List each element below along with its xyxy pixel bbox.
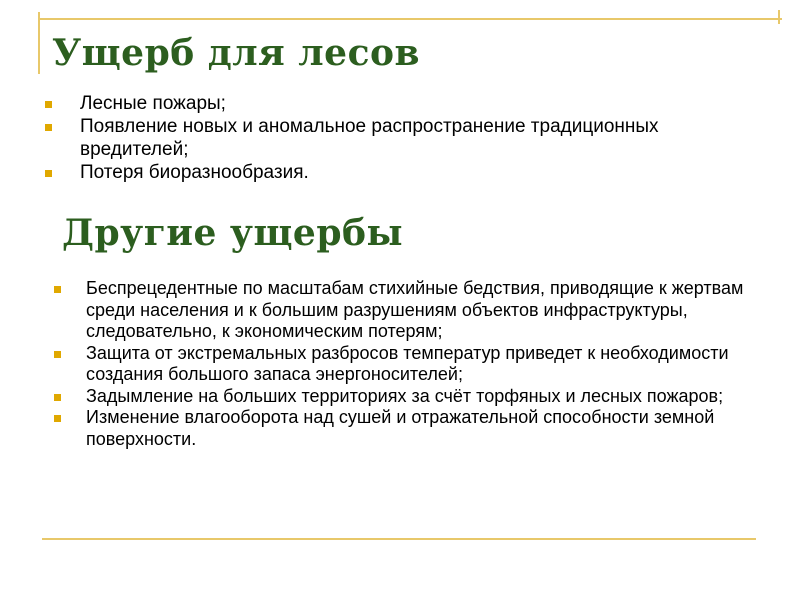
list-item xyxy=(86,343,762,386)
forest-damage-list xyxy=(80,92,760,184)
other-damage-title: Другие ущербы xyxy=(62,212,404,254)
frame-line-right xyxy=(778,10,780,24)
bullet-icon xyxy=(45,124,52,131)
list-item-text: Потеря биоразнообразия. xyxy=(80,162,309,183)
list-item xyxy=(86,407,762,450)
list-item-text: Изменение влагооборота над сушей и отражательной способности земной поверхности. xyxy=(86,407,715,449)
frame-line-top xyxy=(38,18,782,20)
forest-damage-title: Ущерб для лесов xyxy=(52,32,421,74)
bullet-icon xyxy=(45,170,52,177)
list-item-text: Защита от экстремальных разбросов температур приведет к необходимости создания большого запаса энергоносителей; xyxy=(86,342,729,384)
list-item xyxy=(80,161,760,184)
bullet-icon xyxy=(54,394,61,401)
bullet-icon xyxy=(54,415,61,422)
bullet-icon xyxy=(54,286,61,293)
other-damage-list xyxy=(86,278,762,450)
list-item xyxy=(86,386,762,408)
frame-line-left xyxy=(38,12,40,74)
list-item-text: Задымление на больших территориях за счёт торфяных и лесных пожаров; xyxy=(86,385,724,406)
list-item-text: Появление новых и аномальное распространение традиционных вредителей; xyxy=(80,116,659,160)
list-item xyxy=(80,92,760,115)
bullet-icon xyxy=(54,351,61,358)
list-item-text: Лесные пожары; xyxy=(80,93,226,114)
list-item-text: Беспрецедентные по масштабам стихийные бедствия, приводящие к жертвам среди населения и к большим разрушениям объектов инфраструктуры, следовательно, к экономическим потерям; xyxy=(86,278,744,341)
frame-line-bottom xyxy=(42,538,756,540)
list-item xyxy=(86,278,762,343)
list-item xyxy=(80,115,760,161)
bullet-icon xyxy=(45,101,52,108)
